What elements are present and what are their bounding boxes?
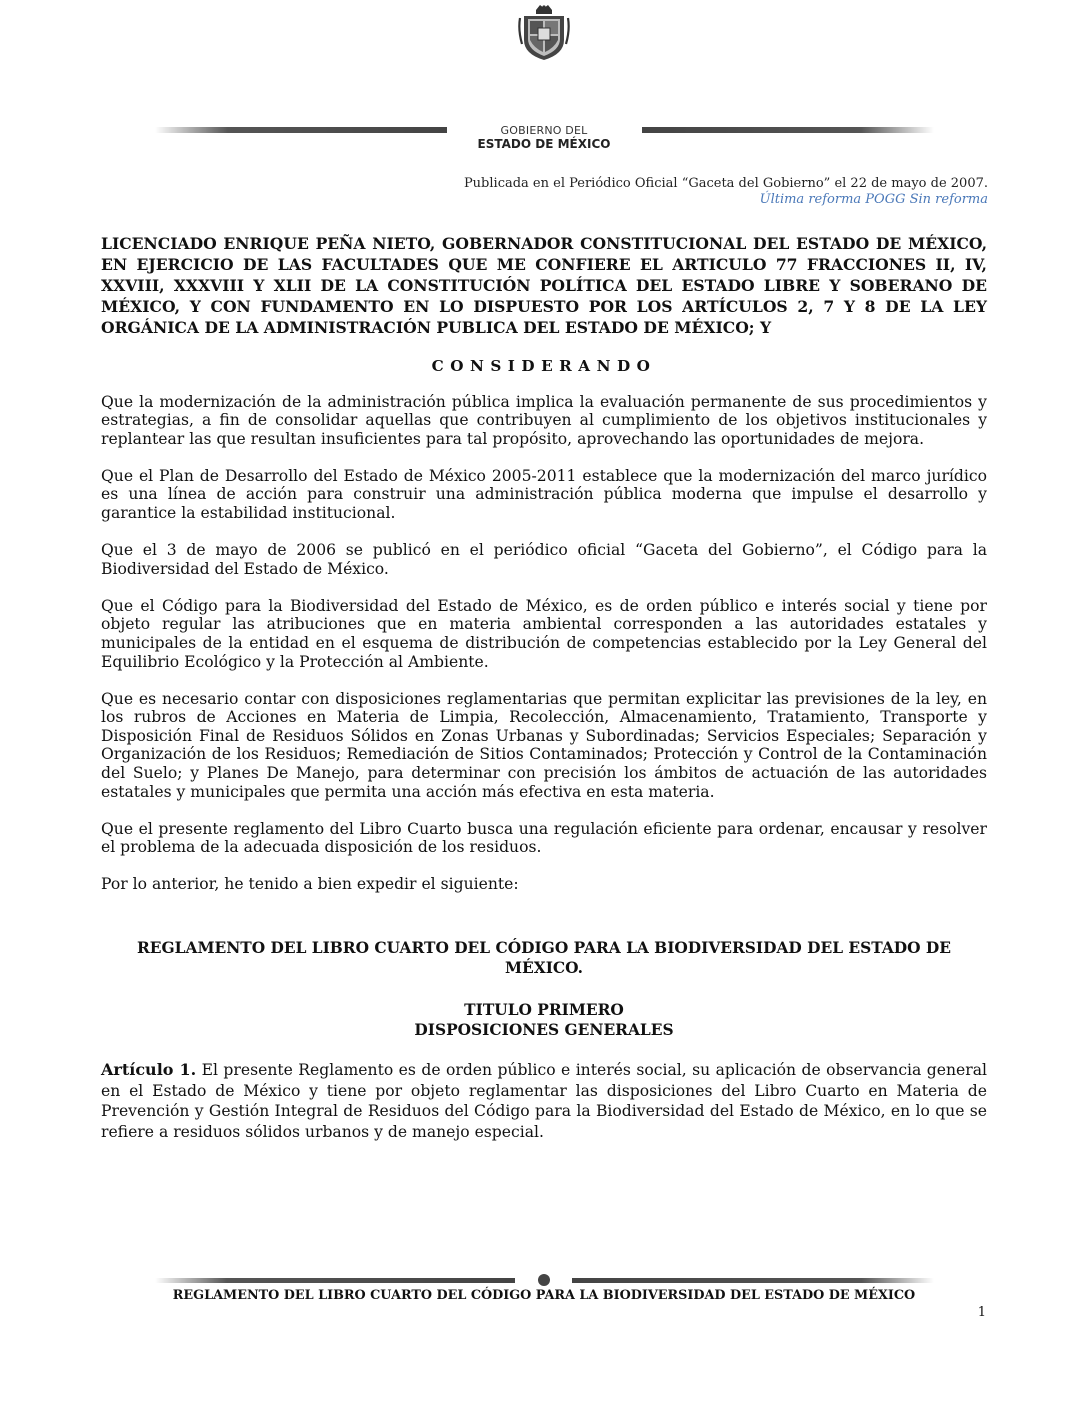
- header-rule-right: [642, 127, 934, 133]
- title-heading-line2: DISPOSICIONES GENERALES: [414, 1021, 674, 1039]
- article-1-text: El presente Reglamento es de orden público e interés social, su aplicación de observancia general en el Estado de México y tiene por objeto reglamentar las disposiciones del Libro Cuarto en Materia de Prevención y Gestión Integral de Residuos del Código para la Biodiversidad del Estado de México, en lo que se refiere a residuos sólidos urbanos y de manejo especial.: [101, 1061, 987, 1141]
- government-name-line2: ESTADO DE MÉXICO: [477, 137, 611, 151]
- footer-dot-ornament: [538, 1274, 550, 1286]
- considerando-paragraph-3: Que el 3 de mayo de 2006 se publicó en el periódico oficial “Gaceta del Gobierno”, el Código para la Biodiversidad del Estado de México.: [101, 541, 987, 578]
- article-1: [101, 1060, 987, 1142]
- footer-rule-left: [155, 1278, 515, 1283]
- considerando-paragraph-2: Que el Plan de Desarrollo del Estado de México 2005-2011 establece que la modernización del marco jurídico es una línea de acción para construir una administración pública moderna que impulse el desarrollo y garantice la estabilidad institucional.: [101, 466, 987, 522]
- last-reform-note: Última reforma POGG Sin reforma: [759, 192, 988, 207]
- considerando-paragraph-5: Que es necesario contar con disposiciones reglamentarias que permitan explicitar las previsiones de la ley, en los rubros de Acciones en Materia de Limpia, Recolección, Almacenamiento, Tratamiento, Transporte y Disposición Final de Residuos Sólidos en Zonas Urbanas y Subordinadas; Servicios Especiales; Separación y Organización de los Residuos; Remediación de Sitios Contaminados; Protección y Control de la Contaminación del Suelo; y Planes De Manejo, para determinar con precisión los ámbitos de actuación de las autoridades estatales y municipales que permita una acción más efectiva en esta materia.: [101, 689, 987, 801]
- title-heading-line1: TITULO PRIMERO: [464, 1001, 624, 1019]
- considerando-paragraph-6: Que el presente reglamento del Libro Cuarto busca una regulación eficiente para ordenar, encausar y resolver el problema de la adecuada disposición de los residuos.: [101, 819, 987, 857]
- footer-rule-right: [572, 1278, 934, 1283]
- article-1-label: Artículo 1.: [101, 1060, 197, 1079]
- preamble-intro: LICENCIADO ENRIQUE PEÑA NIETO, GOBERNADOR CONSTITUCIONAL DEL ESTADO DE MÉXICO, EN EJERCICIO DE LAS FACULTADES QUE ME CONFIERE EL ARTICULO 77 FRACCIONES II, IV, XXVIII, XXXVIII Y XLII DE LA CONSTITUCIÓN POLÍTICA DEL ESTADO LIBRE Y SOBERANO DE MÉXICO, Y CON FUNDAMENTO EN LO DISPUESTO POR LOS ARTÍCULOS 2, 7 Y 8 DE LA LEY ORGÁNICA DE LA ADMINISTRACIÓN PUBLICA DEL ESTADO DE MÉXICO; Y: [101, 234, 987, 337]
- considerando-heading: CONSIDERANDO: [431, 356, 657, 375]
- considerando-paragraph-1: Que la modernización de la administración pública implica la evaluación permanente de sus procedimientos y estrategias, a fin de consolidar aquellas que contribuyen al cumplimiento de los objetivos institucionales y replantear las que resultan insuficientes para tal propósito, aprovechando las oportunidades de mejora.: [101, 392, 987, 448]
- government-name-line1: GOBIERNO DEL: [500, 124, 588, 137]
- title-heading: [101, 1000, 987, 1040]
- footer-title: REGLAMENTO DEL LIBRO CUARTO DEL CÓDIGO PARA LA BIODIVERSIDAD DEL ESTADO DE MÉXICO: [172, 1288, 916, 1303]
- page-number: 1: [977, 1305, 986, 1320]
- state-seal-logo: [518, 4, 570, 62]
- document-body: [101, 234, 987, 1142]
- regulation-title: REGLAMENTO DEL LIBRO CUARTO DEL CÓDIGO PARA LA BIODIVERSIDAD DEL ESTADO DE MÉXICO.: [137, 939, 951, 977]
- considerando-paragraph-7: Por lo anterior, he tenido a bien expedir el siguiente:: [101, 875, 519, 894]
- considerando-paragraph-4: Que el Código para la Biodiversidad del Estado de México, es de orden público e interés social y tiene por objeto regular las atribuciones que en materia ambiental corresponden a las autoridades estatales y municipales de la entidad en el esquema de distribución de competencias establecido por la Ley General del Equilibrio Ecológico y la Protección al Ambiente.: [101, 596, 987, 671]
- header-rule-left: [155, 127, 447, 133]
- publication-note: Publicada en el Periódico Oficial “Gaceta del Gobierno” el 22 de mayo de 2007.: [463, 176, 988, 191]
